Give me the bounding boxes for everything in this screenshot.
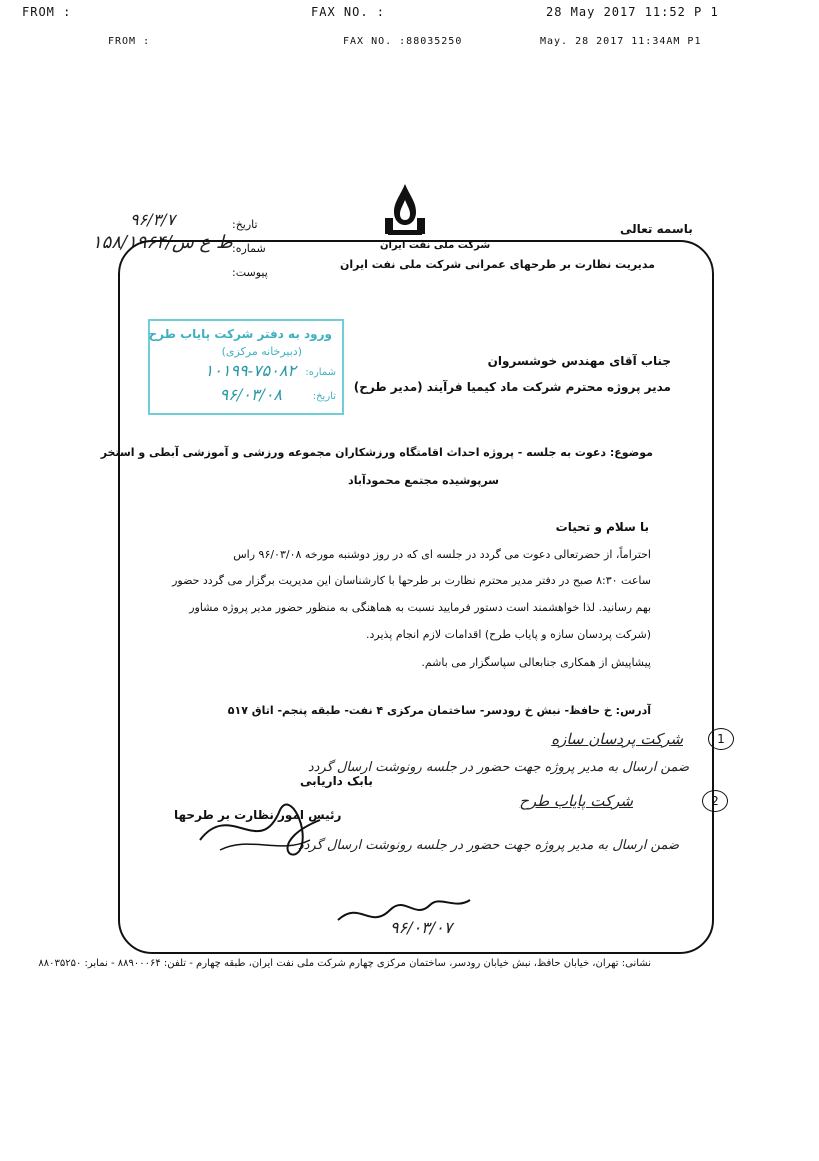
address-line: آدرس: خ حافظ- نبش خ رودسر- ساختمان مرکزی ۴ نفت- طبقه پنجم- اتاق ۵۱۷ — [227, 704, 651, 717]
invocation: باسمه تعالی — [620, 222, 693, 236]
body-line-4: (شرکت پردسان سازه و پایاب طرح) اقدامات لازم انجام پذیرد. — [366, 628, 651, 641]
date-label: تاریخ: — [232, 218, 258, 231]
note-2-text: ضمن ارسال به مدیر پروژه جهت حضور در جلسه رونوشت ارسال گردد — [297, 838, 679, 853]
body-line-5: پیشاپیش از همکاری جنابعالی سپاسگزار می باشم. — [421, 656, 651, 669]
subject-line-2: سرپوشیده مجتمع محمودآباد — [348, 474, 499, 487]
number-value: ط ع س/۱۵۸/۱۹۶۴ — [92, 232, 233, 253]
stamp-number-value: ۱۰۱۹۹-۷۵۰۸۲ — [204, 361, 296, 380]
subject-line-1: موضوع: دعوت به جلسه - پروژه احداث اقامتگاه ورزشکاران مجموعه ورزشی و آموزشی آبطی و استخر — [100, 446, 653, 459]
note-2-circle: 2 — [702, 790, 728, 812]
body-line-3: بهم رسانید. لذا خواهشمند است دستور فرمایید نسبت به هماهنگی به منظور حضور مدیر پروژه مشاور — [189, 601, 651, 614]
recipient-name: جناب آقای مهندس خوشسروان — [487, 354, 671, 368]
fax-from-label-2: FROM : — [108, 36, 151, 47]
sign-date: ۹۶/۰۳/۰۷ — [390, 918, 453, 937]
recipient-title: مدیر پروژه محترم شرکت ماد کیمیا فرآیند (مدیر طرح) — [353, 380, 671, 394]
nioc-logo — [380, 182, 430, 240]
org-name: شرکت ملی نفت ایران — [380, 240, 491, 251]
incoming-stamp — [148, 319, 344, 415]
stamp-subtitle: (دبیرخانه مرکزی) — [221, 345, 302, 358]
note-1-text: ضمن ارسال به مدیر پروژه جهت حضور در جلسه رونوشت ارسال گردد — [307, 760, 689, 775]
stamp-number-label: شماره: — [305, 367, 336, 378]
signer-name: بابک داریابی — [300, 774, 373, 788]
stamp-title: ورود به دفتر شرکت پایاب طرح — [148, 327, 332, 341]
date-value: ۹۶/۳/۷ — [130, 210, 176, 229]
greeting: با سلام و تحیات — [555, 520, 649, 534]
note-1-title: شرکت پردسان سازه — [551, 730, 683, 748]
attachment-label: پیوست: — [232, 266, 268, 279]
fax-datetime: 28 May 2017 11:52 P 1 — [546, 5, 719, 19]
note-1-circle: 1 — [708, 728, 734, 750]
fax-datetime-2: May. 28 2017 11:34AM P1 — [540, 36, 702, 47]
body-line-2: ساعت ۸:۳۰ صبح در دفتر مدیر محترم نظارت بر طرحها با کارشناسان این مدیریت برگزار می گردد حضور — [172, 574, 651, 587]
signature-scribble — [190, 780, 340, 870]
note-2-title: شرکت پایاب طرح — [519, 792, 633, 810]
body-line-1: احتراماً، از حضرتعالی دعوت می گردد در جلسه ای که در روز دوشنبه مورخه ۹۶/۰۳/۰۸ راس — [233, 548, 651, 561]
fax-number-2: FAX NO. :88035250 — [343, 36, 463, 47]
fax-number-label: FAX NO. : — [311, 5, 386, 19]
division-name: مدیریت نظارت بر طرحهای عمرانی شرکت ملی نفت ایران — [340, 258, 655, 271]
stamp-date-value: ۹۶/۰۳/۰۸ — [219, 385, 282, 404]
fax-from-label: FROM : — [22, 5, 72, 19]
oil-flame-logo-icon — [380, 182, 430, 240]
signer-title: رئیس امور نظارت بر طرحها — [174, 808, 342, 822]
number-label: شماره: — [232, 242, 266, 255]
stamp-date-label: تاریخ: — [312, 391, 336, 402]
footer-address: نشانی: تهران، خیابان حافظ، نبش خیابان رودسر، ساختمان مرکزی چهارم شرکت ملی نفت ایران، طبقه چهارم - تلفن: ۸۸۹۰۰۰۶۴ - نمابر: ۸۸۰۳۵۲۵۰ — [38, 958, 651, 969]
